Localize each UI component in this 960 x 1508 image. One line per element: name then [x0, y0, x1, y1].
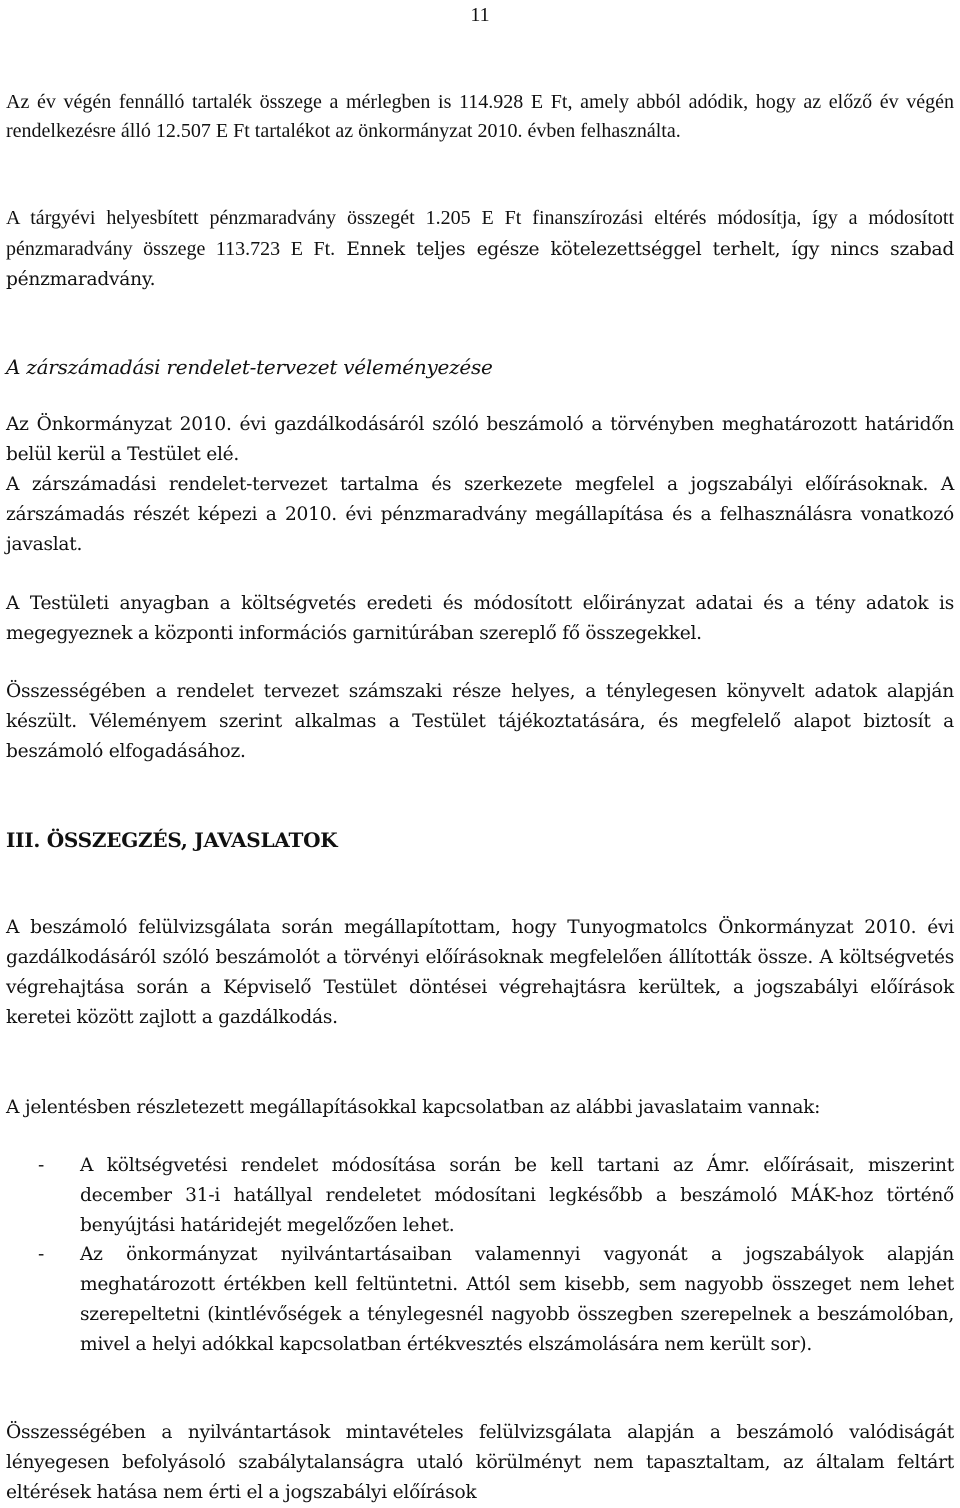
paragraph-cash-remainder: [6, 203, 954, 295]
section-heading-summary: III. ÖSSZEGZÉS, JAVASLATOK: [6, 828, 338, 852]
list-item-text: A költségvetési rendelet módosítása során be kell tartani az Ámr. előírásait, miszerint december 31-i hatállyal rendeletet módosítani legkésőbb a beszámoló MÁK-hoz történő benyújtási határidejét megelőzően lehet.: [80, 1155, 954, 1236]
list-item-marker: -: [38, 1155, 45, 1176]
list-item-marker: -: [38, 1244, 45, 1265]
paragraph-appropriations: A Testületi anyagban a költségvetés eredeti és módosított előirányzat adatai és a tény adatok is megegyeznek a központi információs garnitúrában szereplő fő összegekkel.: [6, 593, 954, 644]
paragraph-recommendations-intro: A jelentésben részletezett megállapításokkal kapcsolatban az alábbi javaslataim vannak:: [6, 1097, 821, 1118]
paragraph-conclusion: Összességében a nyilvántartások mintavételes felülvizsgálata alapján a beszámoló valódiságát lényegesen befolyásoló szabálytalanságra utaló körülményt nem tapasztaltam, az általam feltárt eltérések hatása nem érti el a jogszabályi előírások: [6, 1422, 954, 1503]
paragraph-audit-finding: A beszámoló felülvizsgálata során megállapítottam, hogy Tunyogmatolcs Önkormányzat 2010. évi gazdálkodásáról szóló beszámolót a törvényi előírásoknak megfelelően állították össze. A költségvetés végrehajtása során a Képviselő Testület döntései végrehajtásra kerültek, a jogszabályi előírások keretei között zajlott a gazdálkodás.: [6, 917, 954, 1028]
paragraph-reserve: Az év végén fennálló tartalék összege a mérlegben is 114.928 E Ft, amely abból adódik, hogy az előző év végén rendelkezésre álló 12.507 E Ft tartalékot az önkormányzat 2010. évben felhasználta.: [6, 91, 954, 142]
paragraph-report-deadline: Az Önkormányzat 2010. évi gazdálkodásáról szóló beszámoló a törvényben meghatározott határidőn belül kerül a Testület elé.: [6, 414, 954, 465]
section-heading-review: A zárszámadási rendelet-tervezet véleményezése: [6, 355, 493, 379]
page-number: 11: [470, 4, 490, 26]
paragraph-cash-remainder-part2: Ennek teljes egésze kötelezettséggel terhelt, így nincs szabad pénzmaradvány.: [6, 239, 954, 290]
paragraph-cash-remainder-part1: A tárgyévi helyesbített pénzmaradvány összegét 1.205 E Ft finanszírozási eltérés módosítja, így a módosított pénzmaradvány összege 113.723 E Ft.: [6, 207, 954, 260]
paragraph-draft-content: A zárszámadási rendelet-tervezet tartalma és szerkezete megfelel a jogszabályi előírásoknak. A zárszámadás részét képezi a 2010. évi pénzmaradvány megállapítása és a felhasználásra vonatkozó javaslat.: [6, 474, 954, 555]
list-item-text: Az önkormányzat nyilvántartásaiban valamennyi vagyonát a jogszabályok alapján meghatározott értékben kell feltüntetni. Attól sem kisebb, sem nagyobb összeget nem lehet szerepeltetni (kintlévőségek a ténylegesnél nagyobb összegben szerepelnek a beszámolóban, mivel a helyi adókkal kapcsolatban értékvesztés elszámolására nem került sor).: [80, 1244, 954, 1355]
paragraph-summary-draft: Összességében a rendelet tervezet számszaki része helyes, a ténylegesen könyvelt adatok alapján készült. Véleményem szerint alkalmas a Testület tájékoztatására, és megfelelő alapot biztosít a beszámoló elfogadásához.: [6, 681, 954, 762]
